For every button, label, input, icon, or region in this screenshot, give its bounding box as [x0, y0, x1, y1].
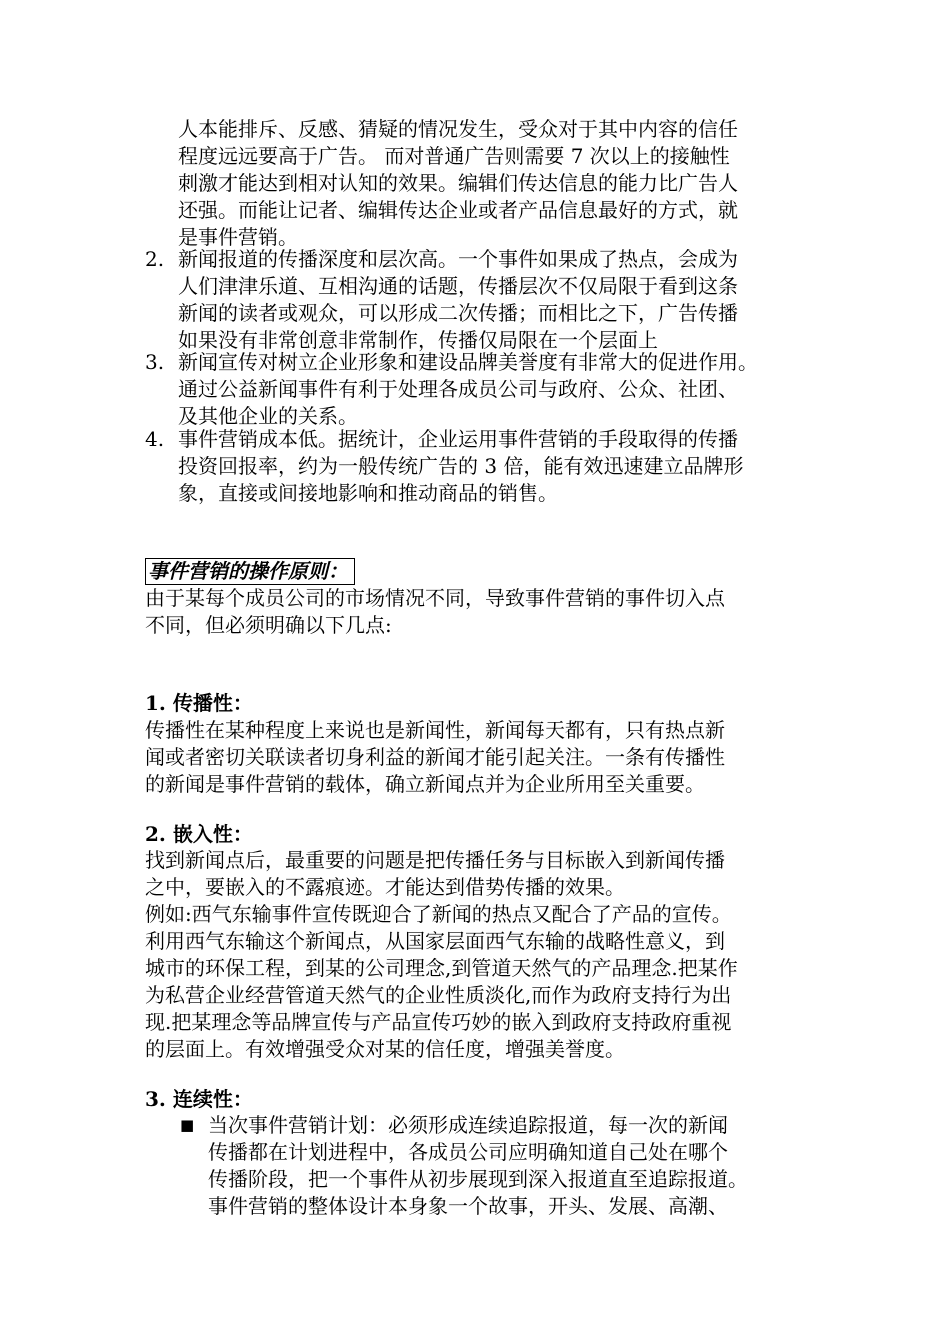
list-item-line: 象，直接或间接地影响和推动商品的销售。: [178, 481, 558, 505]
list-item-line: 投资回报率，约为一般传统广告的 3 倍，能有效迅速建立品牌形: [178, 454, 744, 478]
subsection-heading: 2. 嵌入性：: [145, 822, 253, 846]
list-item-line: 新闻报道的传播深度和层次高。一个事件如果成了热点，会成为: [178, 247, 738, 271]
body-line: 闻或者密切关联读者切身利益的新闻才能引起关注。一条有传播性: [145, 745, 725, 769]
body-line: 城市的环保工程，到某的公司理念,到管道天然气的产品理念.把某作: [145, 956, 738, 980]
list-item-line: 及其他企业的关系。: [178, 404, 358, 428]
list-item-line: 通过公益新闻事件有利于处理各成员公司与政府、公众、社团、: [178, 377, 738, 401]
body-line: 为私营企业经营管道天然气的企业性质淡化,而作为政府支持行为出: [145, 983, 732, 1007]
text-line: 人本能排斥、反感、猜疑的情况发生，受众对于其中内容的信任: [178, 117, 738, 141]
text-line: 程度远远要高于广告。 而对普通广告则需要 7 次以上的接触性: [178, 144, 730, 168]
intro-line: 由于某每个成员公司的市场情况不同，导致事件营销的事件切入点: [145, 586, 725, 610]
text-line: 刺激才能达到相对认知的效果。编辑们传达信息的能力比广告人: [178, 171, 738, 195]
list-item-line: 事件营销成本低。据统计，企业运用事件营销的手段取得的传播: [178, 427, 738, 451]
subsection-heading: 1. 传播性：: [145, 691, 253, 715]
list-number: 3.: [145, 350, 165, 374]
list-item-line: 人们津津乐道、互相沟通的话题，传播层次不仅局限于看到这条: [178, 274, 738, 298]
body-line: 的层面上。有效增强受众对某的信任度，增强美誉度。: [145, 1037, 625, 1061]
subsection-heading: 3. 连续性：: [145, 1087, 253, 1111]
bullet-line: 传播都在计划进程中，各成员公司应明确知道自己处在哪个: [208, 1140, 728, 1164]
list-item-line: 新闻的读者或观众，可以形成二次传播；而相比之下，广告传播: [178, 301, 738, 325]
body-line: 之中，要嵌入的不露痕迹。才能达到借势传播的效果。: [145, 875, 625, 899]
body-line: 找到新闻点后，最重要的问题是把传播任务与目标嵌入到新闻传播: [145, 848, 725, 872]
bullet-line: 传播阶段，把一个事件从初步展现到深入报道直至追踪报道。: [208, 1167, 748, 1191]
body-line: 利用西气东输这个新闻点，从国家层面西气东输的战略性意义，到: [145, 929, 725, 953]
bullet-line: 事件营销的整体设计本身象一个故事，开头、发展、高潮、: [208, 1194, 728, 1218]
body-line: 传播性在某种程度上来说也是新闻性，新闻每天都有，只有热点新: [145, 718, 725, 742]
section-title: 事件营销的操作原则：: [145, 558, 355, 585]
body-line: 例如:西气东输事件宣传既迎合了新闻的热点又配合了产品的宣传。: [145, 902, 732, 926]
body-line: 现.把某理念等品牌宣传与产品宣传巧妙的嵌入到政府支持政府重视: [145, 1010, 732, 1034]
text-line: 是事件营销。: [178, 225, 298, 249]
list-number: 2.: [145, 247, 165, 271]
bullet-line: 当次事件营销计划：必须形成连续追踪报道，每一次的新闻: [208, 1113, 728, 1137]
list-number: 4.: [145, 427, 165, 451]
list-item-line: 如果没有非常创意非常制作，传播仅局限在一个层面上: [178, 328, 658, 352]
list-item-line: 新闻宣传对树立企业形象和建设品牌美誉度有非常大的促进作用。: [178, 350, 758, 374]
square-bullet-icon: ■: [180, 1116, 195, 1134]
body-line: 的新闻是事件营销的载体，确立新闻点并为企业所用至关重要。: [145, 772, 705, 796]
text-line: 还强。而能让记者、编辑传达企业或者产品信息最好的方式，就: [178, 198, 738, 222]
intro-line: 不同，但必须明确以下几点:: [145, 613, 392, 637]
